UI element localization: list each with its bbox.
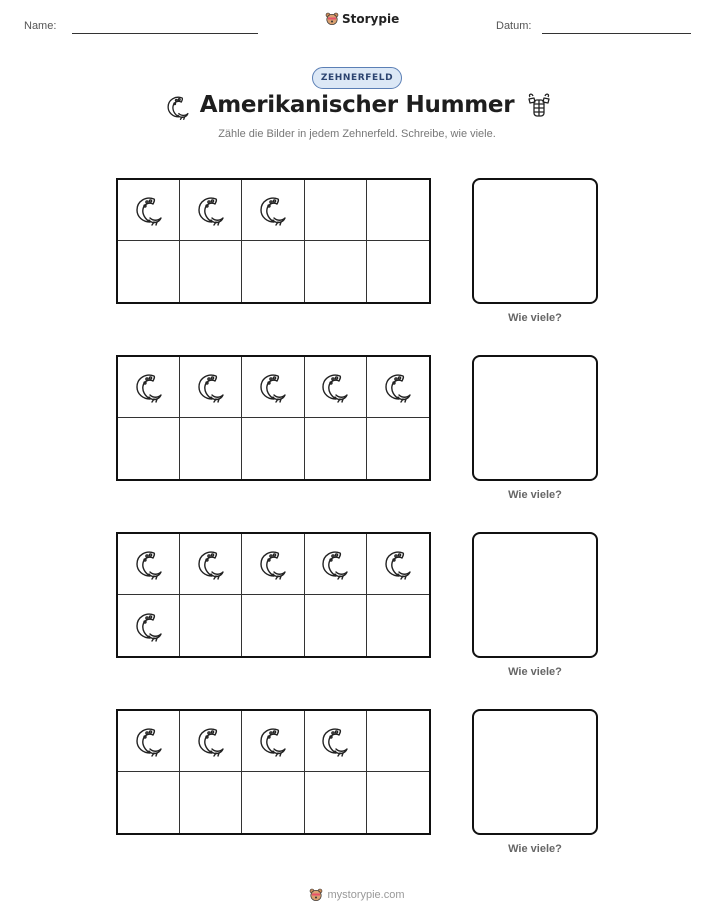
answer-box-1[interactable] xyxy=(472,178,598,304)
ten-frame-cell xyxy=(242,595,304,656)
ten-frame-cell xyxy=(367,595,429,656)
how-many-label-1: Wie viele? xyxy=(508,312,562,324)
date-line[interactable] xyxy=(542,33,691,34)
answer-box-2[interactable] xyxy=(472,355,598,481)
bear-mascot-icon xyxy=(309,888,323,902)
ten-frame-cell xyxy=(305,772,367,833)
ten-frame-4 xyxy=(116,709,431,835)
lobster-claw-icon xyxy=(194,370,228,404)
footer-url: mystorypie.com xyxy=(327,889,405,901)
ten-frame-cell xyxy=(242,418,304,479)
ten-frame-cell xyxy=(305,418,367,479)
ten-frame-cell xyxy=(180,711,242,772)
ten-frame-cell xyxy=(118,711,180,772)
answer-box-3[interactable] xyxy=(472,532,598,658)
lobster-claw-icon xyxy=(132,370,166,404)
date-label: Datum: xyxy=(496,20,532,32)
name-line[interactable] xyxy=(72,33,258,34)
ten-frame-cell xyxy=(367,357,429,418)
ten-frame-cell xyxy=(305,595,367,656)
lobster-claw-icon xyxy=(318,370,352,404)
ten-frame-cell xyxy=(305,711,367,772)
ten-frame-cell xyxy=(242,772,304,833)
ten-frame-cell xyxy=(180,418,242,479)
ten-frame-cell xyxy=(118,418,180,479)
ten-frame-cell xyxy=(367,418,429,479)
ten-frame-cell xyxy=(242,357,304,418)
ten-frame-1 xyxy=(116,178,431,304)
lobster-claw-icon xyxy=(132,547,166,581)
ten-frame-cell xyxy=(118,595,180,656)
ten-frame-cell xyxy=(367,534,429,595)
ten-frame-cell xyxy=(180,357,242,418)
lobster-claw-icon xyxy=(132,724,166,758)
lobster-claw-icon xyxy=(381,547,415,581)
ten-frame-cell xyxy=(180,180,242,241)
lobster-claw-icon xyxy=(132,609,166,643)
lobster-claw-icon xyxy=(132,193,166,227)
ten-frame-3 xyxy=(116,532,431,658)
lobster-claw-icon xyxy=(318,547,352,581)
answer-box-4[interactable] xyxy=(472,709,598,835)
ten-frame-cell xyxy=(367,711,429,772)
brand-name: Storypie xyxy=(342,12,400,26)
page-title: Amerikanischer Hummer xyxy=(199,92,515,118)
ten-frame-cell xyxy=(242,534,304,595)
ten-frame-cell xyxy=(180,534,242,595)
ten-frame-cell xyxy=(118,180,180,241)
footer xyxy=(0,888,714,902)
lobster-icon xyxy=(526,92,552,120)
lobster-claw-icon xyxy=(381,370,415,404)
name-label: Name: xyxy=(24,20,57,32)
lobster-claw-icon xyxy=(256,547,290,581)
lobster-claw-icon xyxy=(194,547,228,581)
brand-logo xyxy=(325,12,399,26)
lobster-claw-icon xyxy=(256,193,290,227)
ten-frame-cell xyxy=(242,180,304,241)
ten-frame-cell xyxy=(305,357,367,418)
bear-mascot-icon xyxy=(325,12,339,26)
ten-frame-cell xyxy=(305,180,367,241)
how-many-label-2: Wie viele? xyxy=(508,489,562,501)
ten-frame-2 xyxy=(116,355,431,481)
lobster-claw-icon xyxy=(256,370,290,404)
ten-frame-cell xyxy=(118,772,180,833)
lobster-claw-icon xyxy=(194,724,228,758)
how-many-label-4: Wie viele? xyxy=(508,843,562,855)
ten-frame-cell xyxy=(118,357,180,418)
ten-frame-cell xyxy=(180,241,242,302)
ten-frame-cell xyxy=(367,241,429,302)
ten-frame-cell xyxy=(180,595,242,656)
lobster-claw-icon xyxy=(318,724,352,758)
how-many-label-3: Wie viele? xyxy=(508,666,562,678)
ten-frame-cell xyxy=(367,772,429,833)
ten-frame-cell xyxy=(305,534,367,595)
ten-frame-cell xyxy=(242,711,304,772)
ten-frame-cell xyxy=(180,772,242,833)
instructions: Zähle die Bilder in jedem Zehnerfeld. Schreibe, wie viele. xyxy=(218,128,496,140)
ten-frame-cell xyxy=(305,241,367,302)
ten-frame-cell xyxy=(367,180,429,241)
ten-frame-cell xyxy=(118,534,180,595)
lobster-claw-icon xyxy=(164,91,192,123)
ten-frame-cell xyxy=(118,241,180,302)
lobster-claw-icon xyxy=(194,193,228,227)
ten-frame-cell xyxy=(242,241,304,302)
lobster-claw-icon xyxy=(256,724,290,758)
topic-badge: ZEHNERFELD xyxy=(312,67,402,89)
